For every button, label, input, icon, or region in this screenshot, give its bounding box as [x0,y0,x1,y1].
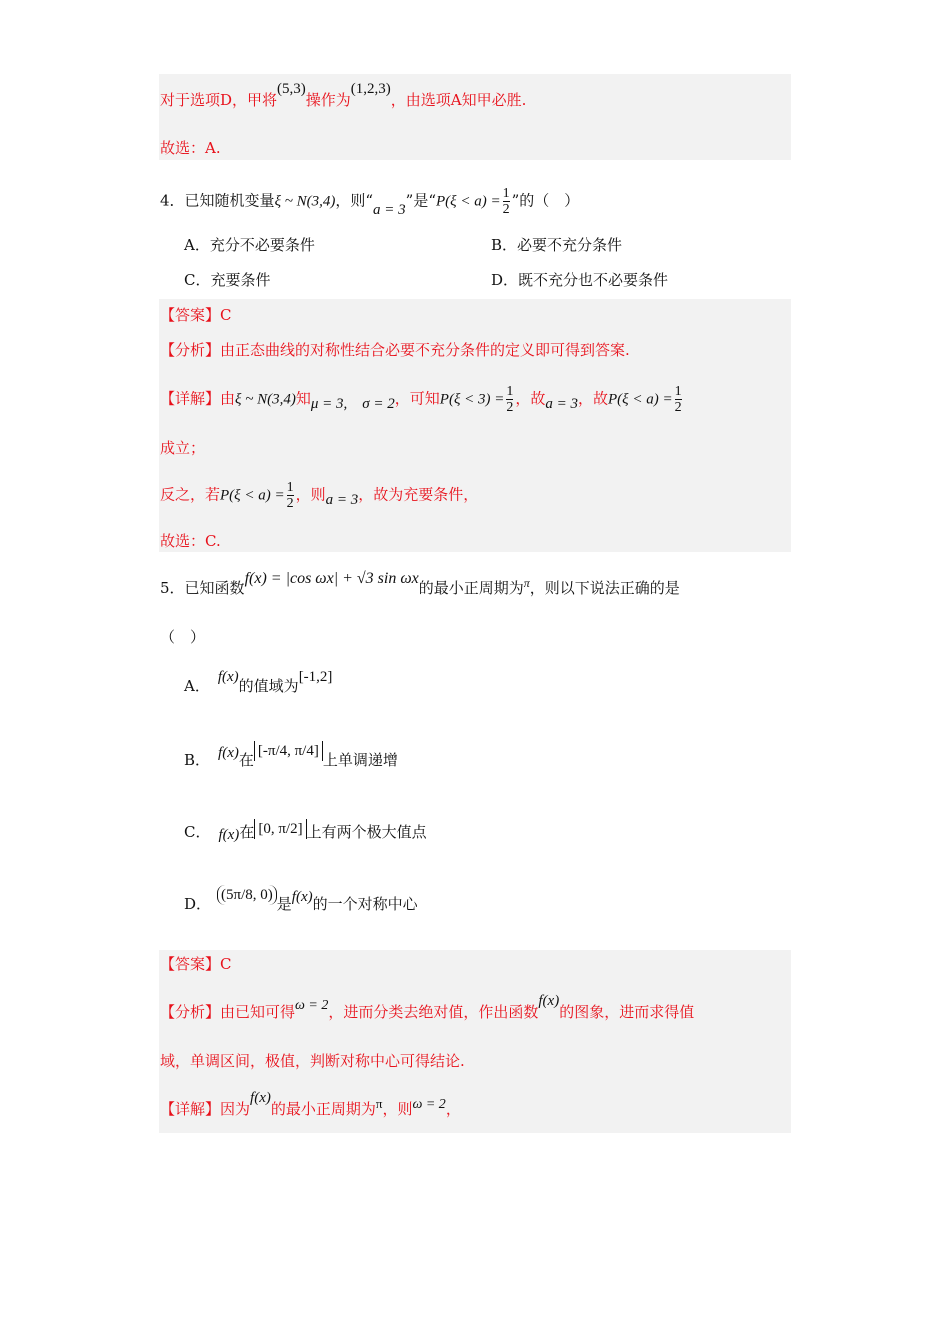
q5-analysis-cont: 域，单调区间，极值，判断对称中心可得结论. [160,1052,465,1070]
q5-option-c[interactable]: C． f(x)在 [0, π/2] 上有两个极大值点 [184,821,427,843]
q4-option-d[interactable]: D．既不充分也不必要条件 [491,271,669,289]
q4-chosen: 故选：C. [160,532,221,550]
q4-dist: ξ ~ N(3,4) [274,193,336,210]
prev-chosen: 故选：A. [160,139,221,157]
q4-option-b[interactable]: B．必要不充分条件 [491,236,623,254]
q5-option-a[interactable]: A． f(x)的值域为[-1,2] [184,669,333,695]
q4-stem: 4．已知随机变量ξ ~ N(3,4)，则“a = 3”是“P(ξ < a) = $\frac{1}{2}$ ”的（ ） [160,186,580,218]
math-123: (1,2,3) [350,81,391,97]
q5-answer: 【答案】C [160,955,232,973]
q4-analysis: 【分析】由正态曲线的对称性结合必要不充分条件的定义即可得到答案. [160,341,630,359]
q4-option-a[interactable]: A．充分不必要条件 [184,236,315,254]
q4-prob: P(ξ < a) = [436,193,501,210]
prev-solution-box [159,74,791,160]
q4-detail-end: 成立； [160,439,206,457]
q4-converse: 反之，若P(ξ < a) = $\frac{1}{2}$ ，则a = 3，故为充要条件， [160,480,479,511]
q5-analysis: 【分析】由已知可得ω = 2，进而分类去绝对值，作出函数f(x)的图象，进而求得值 [160,993,695,1021]
prev-option-d-line: 对于选项D，甲将(5,3)操作为(1,2,3)，由选项A知甲必胜. [160,81,527,109]
q4-detail: 【详解】由ξ ~ N(3,4)知μ = 3, σ = 2，可知P(ξ < 3) = $\frac{1}{2}$ ，故a = 3，故P(ξ < a) = $\frac{1}{2}$ [160,384,682,415]
q5-option-d[interactable]: D． (5π/8, 0) 是f(x)的一个对称中心 [184,887,418,913]
math-53: (5,3) [277,81,306,97]
q5-func: f(x) = |cos ωx| + √3 sin ωx [244,570,419,587]
q5-stem: 5．已知函数f(x) = |cos ωx| + √3 sin ωx的最小正周期为$^\pi$，则以下说法正确的是 [160,570,680,597]
q5-detail: 【详解】因为f(x)的最小正周期为π，则ω = 2， [160,1090,461,1118]
q4-cond: a = 3 [373,201,406,218]
q5-paren: （ ） [160,628,206,646]
half-fraction: $\frac{1}{2}$ [502,186,510,217]
q5-option-b[interactable]: B． f(x)在 [-π/4, π/4] 上单调递增 [184,743,398,769]
q4-answer: 【答案】C [160,306,232,324]
q4-option-c[interactable]: C．充要条件 [184,271,271,289]
q4-solution-box [159,299,791,552]
